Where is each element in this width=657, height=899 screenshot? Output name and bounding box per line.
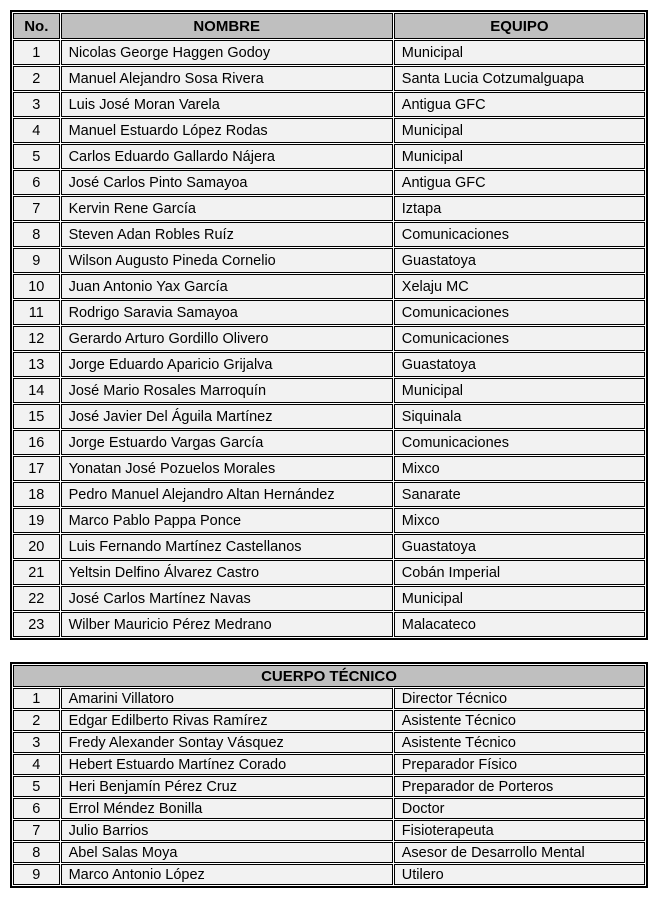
cell-no: 5 [13,144,60,169]
cell-nombre: Fredy Alexander Sontay Vásquez [61,732,393,753]
cell-no: 20 [13,534,60,559]
table-row [13,430,645,455]
cell-no: 3 [13,732,60,753]
cell-equipo: Municipal [394,586,645,611]
column-header-no: No. [13,13,60,39]
cell-nombre: Yeltsin Delfino Álvarez Castro [61,560,393,585]
cell-equipo: Cobán Imperial [394,560,645,585]
cell-nombre: Amarini Villatoro [61,688,393,709]
cell-no: 5 [13,776,60,797]
table-row [13,612,645,637]
cell-nombre: Wilber Mauricio Pérez Medrano [61,612,393,637]
cell-nombre: Juan Antonio Yax García [61,274,393,299]
table-gap [10,640,648,662]
cell-no: 21 [13,560,60,585]
cell-nombre: Manuel Alejandro Sosa Rivera [61,66,393,91]
cell-equipo: Sanarate [394,482,645,507]
cell-rol: Asistente Técnico [394,710,645,731]
cell-nombre: Gerardo Arturo Gordillo Olivero [61,326,393,351]
table-row [13,534,645,559]
cell-rol: Utilero [394,864,645,885]
table-row [13,732,645,753]
table-row [13,586,645,611]
cell-nombre: Julio Barrios [61,820,393,841]
column-header-nombre: NOMBRE [61,13,393,39]
table-row [13,144,645,169]
cell-rol: Director Técnico [394,688,645,709]
cell-rol: Asistente Técnico [394,732,645,753]
cell-nombre: Jorge Estuardo Vargas García [61,430,393,455]
cell-equipo: Municipal [394,378,645,403]
table-row [13,248,645,273]
cell-equipo: Siquinala [394,404,645,429]
cell-no: 1 [13,40,60,65]
table-row [13,710,645,731]
table-row [13,92,645,117]
cell-no: 8 [13,842,60,863]
table-row [13,688,645,709]
table-row [13,404,645,429]
table-row [13,798,645,819]
cell-no: 2 [13,66,60,91]
cell-nombre: Manuel Estuardo López Rodas [61,118,393,143]
cell-no: 10 [13,274,60,299]
cell-equipo: Antigua GFC [394,92,645,117]
cell-nombre: Heri Benjamín Pérez Cruz [61,776,393,797]
table-row [13,196,645,221]
table-row [13,222,645,247]
cell-no: 1 [13,688,60,709]
cell-equipo: Antigua GFC [394,170,645,195]
cell-no: 18 [13,482,60,507]
table-row [13,560,645,585]
table-row [13,326,645,351]
cell-equipo: Mixco [394,508,645,533]
table-row [13,456,645,481]
cell-equipo: Comunicaciones [394,430,645,455]
cell-no: 6 [13,798,60,819]
cell-nombre: Errol Méndez Bonilla [61,798,393,819]
cell-nombre: Hebert Estuardo Martínez Corado [61,754,393,775]
table-row [13,754,645,775]
cell-no: 7 [13,196,60,221]
cell-nombre: Steven Adan Robles Ruíz [61,222,393,247]
cell-no: 23 [13,612,60,637]
cell-nombre: José Mario Rosales Marroquín [61,378,393,403]
cell-no: 7 [13,820,60,841]
cell-nombre: Luis José Moran Varela [61,92,393,117]
cell-nombre: Nicolas George Haggen Godoy [61,40,393,65]
cell-no: 14 [13,378,60,403]
cell-equipo: Guastatoya [394,352,645,377]
cell-rol: Doctor [394,798,645,819]
cell-equipo: Comunicaciones [394,222,645,247]
cell-nombre: Kervin Rene García [61,196,393,221]
cell-no: 4 [13,118,60,143]
cell-rol: Fisioterapeuta [394,820,645,841]
cell-no: 8 [13,222,60,247]
cell-equipo: Iztapa [394,196,645,221]
column-header-equipo: EQUIPO [394,13,645,39]
table-row [13,776,645,797]
cell-no: 16 [13,430,60,455]
cell-no: 17 [13,456,60,481]
cell-rol: Asesor de Desarrollo Mental [394,842,645,863]
cell-no: 9 [13,248,60,273]
table-row [13,378,645,403]
table-row [13,482,645,507]
table-row [13,118,645,143]
cell-no: 22 [13,586,60,611]
cell-equipo: Municipal [394,144,645,169]
cell-equipo: Santa Lucia Cotzumalguapa [394,66,645,91]
cell-equipo: Comunicaciones [394,300,645,325]
table-row [13,66,645,91]
table-row [13,170,645,195]
cell-nombre: Carlos Eduardo Gallardo Nájera [61,144,393,169]
cell-equipo: Mixco [394,456,645,481]
cell-nombre: Jorge Eduardo Aparicio Grijalva [61,352,393,377]
cell-nombre: Abel Salas Moya [61,842,393,863]
cell-nombre: Rodrigo Saravia Samayoa [61,300,393,325]
cell-nombre: Pedro Manuel Alejandro Altan Hernández [61,482,393,507]
cell-nombre: Luis Fernando Martínez Castellanos [61,534,393,559]
table-row [13,842,645,863]
staff-header-row [13,665,645,687]
cell-rol: Preparador de Porteros [394,776,645,797]
table-row [13,352,645,377]
players-header-row [13,13,645,39]
cell-no: 13 [13,352,60,377]
cell-rol: Preparador Físico [394,754,645,775]
cell-no: 19 [13,508,60,533]
cell-equipo: Xelaju MC [394,274,645,299]
cell-no: 9 [13,864,60,885]
cell-equipo: Malacateco [394,612,645,637]
cell-no: 4 [13,754,60,775]
cell-nombre: Marco Antonio López [61,864,393,885]
cell-equipo: Comunicaciones [394,326,645,351]
cell-equipo: Guastatoya [394,534,645,559]
table-row [13,508,645,533]
cell-equipo: Municipal [394,40,645,65]
cell-no: 12 [13,326,60,351]
table-row [13,274,645,299]
cell-nombre: José Carlos Martínez Navas [61,586,393,611]
staff-table [10,662,648,888]
cell-nombre: Yonatan José Pozuelos Morales [61,456,393,481]
cell-equipo: Municipal [394,118,645,143]
cell-equipo: Guastatoya [394,248,645,273]
table-row [13,40,645,65]
cell-nombre: José Carlos Pinto Samayoa [61,170,393,195]
cell-nombre: Marco Pablo Pappa Ponce [61,508,393,533]
cell-nombre: Wilson Augusto Pineda Cornelio [61,248,393,273]
table-row [13,864,645,885]
cell-no: 11 [13,300,60,325]
table-row [13,300,645,325]
cell-no: 15 [13,404,60,429]
cell-nombre: Edgar Edilberto Rivas Ramírez [61,710,393,731]
cell-no: 2 [13,710,60,731]
players-table [10,10,648,640]
cell-nombre: José Javier Del Águila Martínez [61,404,393,429]
cell-no: 6 [13,170,60,195]
staff-table-title: CUERPO TÉCNICO [13,665,645,687]
cell-no: 3 [13,92,60,117]
table-row [13,820,645,841]
